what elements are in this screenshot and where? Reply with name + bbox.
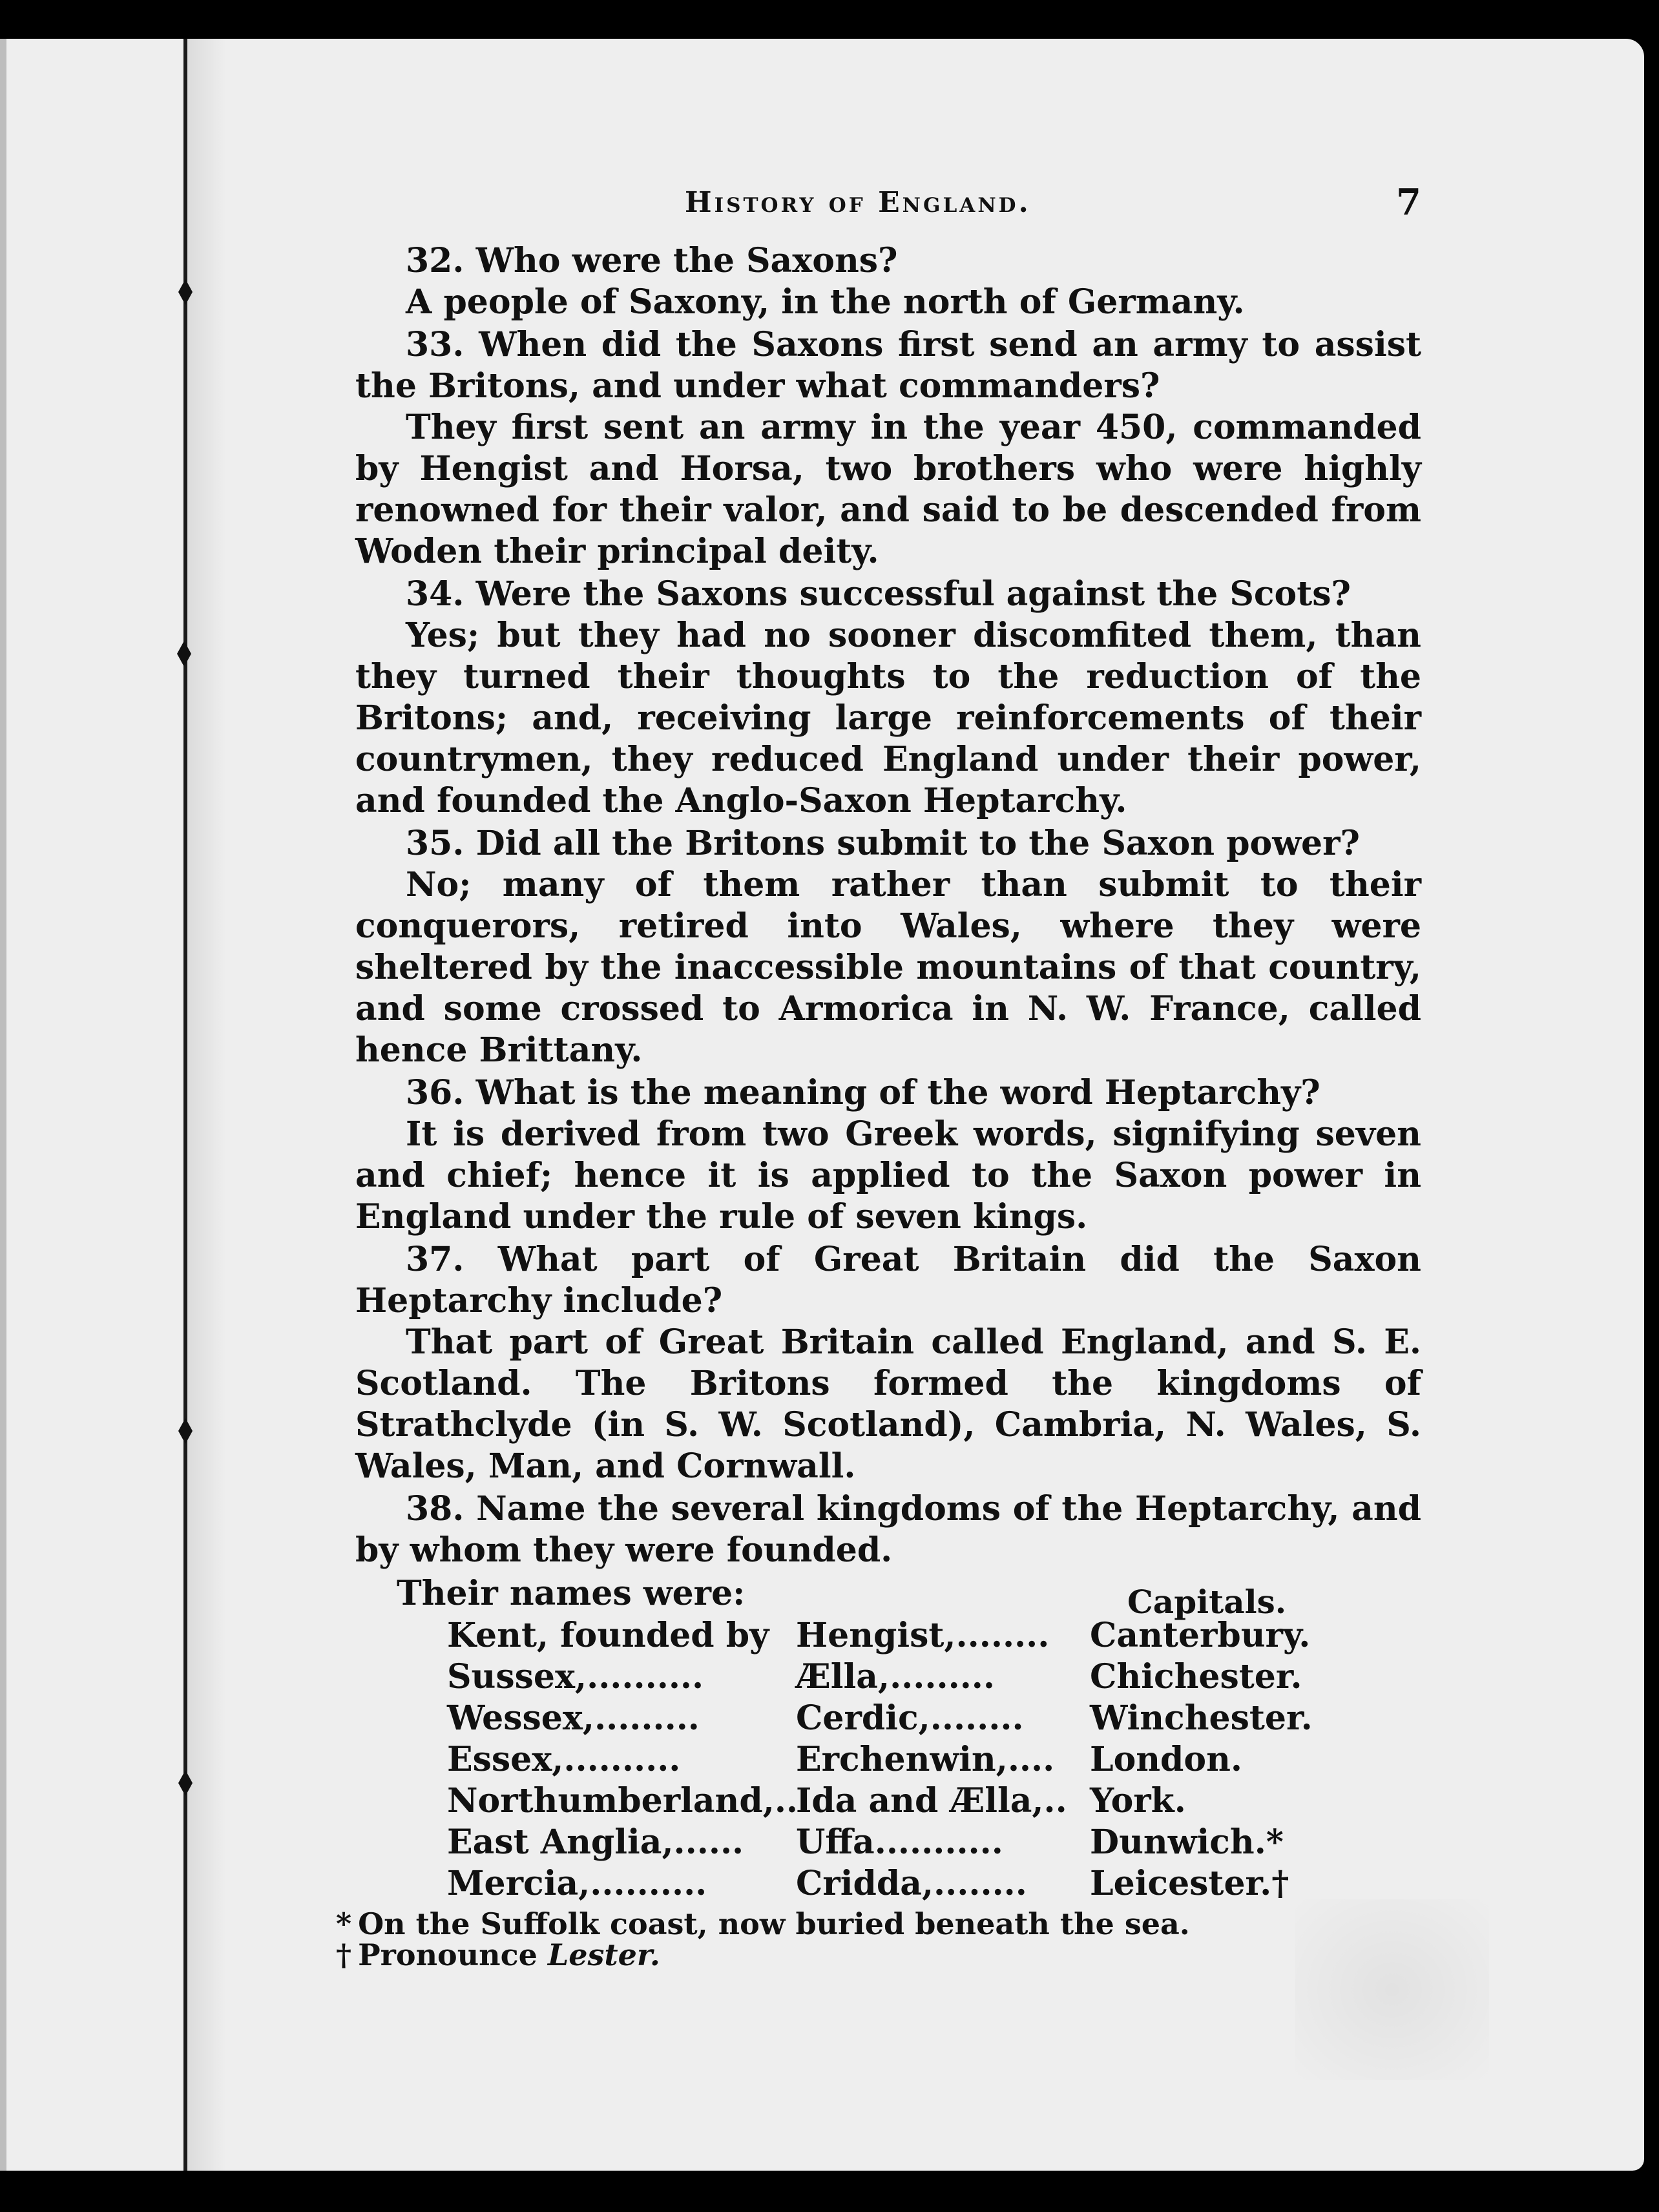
question-34: 34. Were the Saxons successful against the Scots? [406,574,1351,614]
kingdom-row [447,1698,1313,1739]
kingdom-capital: London. [1090,1740,1243,1779]
footnote-mark: † [336,1937,352,1972]
kingdom-row [447,1822,1313,1863]
answer-37: That part of Great Britain called England, and S. E. Scotland. The Britons formed the kingdoms of Strathclyde (in S. W. Scotland), Cambria, N. Wales, S. Wales, Man, and Cornwall. [355,1322,1421,1486]
kingdom-capital: Leicester.† [1090,1864,1289,1903]
kingdom-row [447,1656,1313,1698]
kingdom-row [447,1780,1313,1822]
footnote-mark: * [336,1906,352,1941]
kingdom-founder: Erchenwin,.... [796,1740,1055,1779]
footnote-text: On the Suffolk coast, now buried beneath the sea. [358,1906,1190,1941]
kingdom-row [447,1615,1313,1656]
kingdom-founder: Ælla,......... [796,1657,996,1696]
capitals-column-header: Capitals. [1127,1583,1287,1621]
kingdom-founder: Ida and Ælla,.. [796,1781,1067,1821]
kingdom-name: East Anglia,...... [447,1822,744,1862]
running-header [355,181,1421,239]
kingdom-capital: Canterbury. [1090,1616,1311,1655]
kingdom-row [447,1863,1313,1904]
question-35: 35. Did all the Britons submit to the Saxon power? [406,824,1360,863]
answer-35: No; many of them rather than submit to their conquerors, retired into Wales, where they were sheltered by the inaccessible mountains of that country, and some crossed to Armorica in N. W. France, called hence Brittany. [355,865,1421,1070]
kingdom-founder: Hengist,........ [796,1616,1050,1655]
question-33: 33. When did the Saxons first send an army to assist the Britons, and under what commanders? [355,325,1421,406]
kingdoms-table [447,1615,1313,1904]
question-32: 32. Who were the Saxons? [406,241,898,280]
answer-36: It is derived from two Greek words, signifying seven and chief; hence it is applied to the Saxon power in England under the rule of seven kings. [355,1114,1421,1236]
footnotes [336,1908,1421,1970]
kingdom-name: Wessex,......... [447,1698,700,1738]
kingdom-capital: Chichester. [1090,1657,1302,1696]
names-label: Their names were: [397,1574,746,1613]
answer-33: They first sent an army in the year 450, commanded by Hengist and Horsa, two brothers who were highly renowned for their valor, and said to be descended from Woden their principal deity. [355,408,1421,571]
question-37: 37. What part of Great Britain did the Saxon Heptarchy include? [355,1240,1421,1320]
page-edge [0,39,6,2171]
book-page [0,39,1644,2171]
question-36: 36. What is the meaning of the word Heptarchy? [406,1073,1320,1112]
answer-34: Yes; but they had no sooner discomfited them, than they turned their thoughts to the reduction of the Britons; and, receiving large reinforcements of their countrymen, they reduced England under their power, and founded the Anglo-Saxon Heptarchy. [355,616,1421,820]
running-header-title: History of England. [685,186,1031,219]
answer-32: A people of Saxony, in the north of Germany. [406,282,1245,322]
kingdom-row [447,1739,1313,1780]
footnote-pronunciation: Lester. [547,1937,660,1972]
kingdom-name: Northumberland,.. [447,1781,798,1821]
kingdom-capital: Dunwich.* [1090,1822,1284,1862]
kingdom-capital: Winchester. [1090,1698,1313,1738]
footnote [336,1939,1421,1970]
question-38: 38. Name the several kingdoms of the Heptarchy, and by whom they were founded. [355,1489,1421,1570]
footnote [336,1908,1421,1939]
kingdoms-table-intro [355,1574,1421,1621]
kingdom-founder: Cridda,........ [796,1864,1027,1903]
kingdom-name: Mercia,.......... [447,1864,707,1903]
kingdom-founder: Uffa........... [796,1822,1003,1862]
kingdom-founder: Cerdic,........ [796,1698,1024,1738]
footnote-text: Pronounce [358,1937,537,1972]
binding-shadow [187,39,226,2171]
page-content [336,181,1421,1972]
page-number: 7 [1396,181,1421,224]
kingdom-name: Kent, founded by [447,1616,769,1655]
kingdom-name: Essex,.......... [447,1740,681,1779]
kingdom-capital: York. [1090,1781,1186,1821]
kingdom-name: Sussex,.......... [447,1657,704,1696]
